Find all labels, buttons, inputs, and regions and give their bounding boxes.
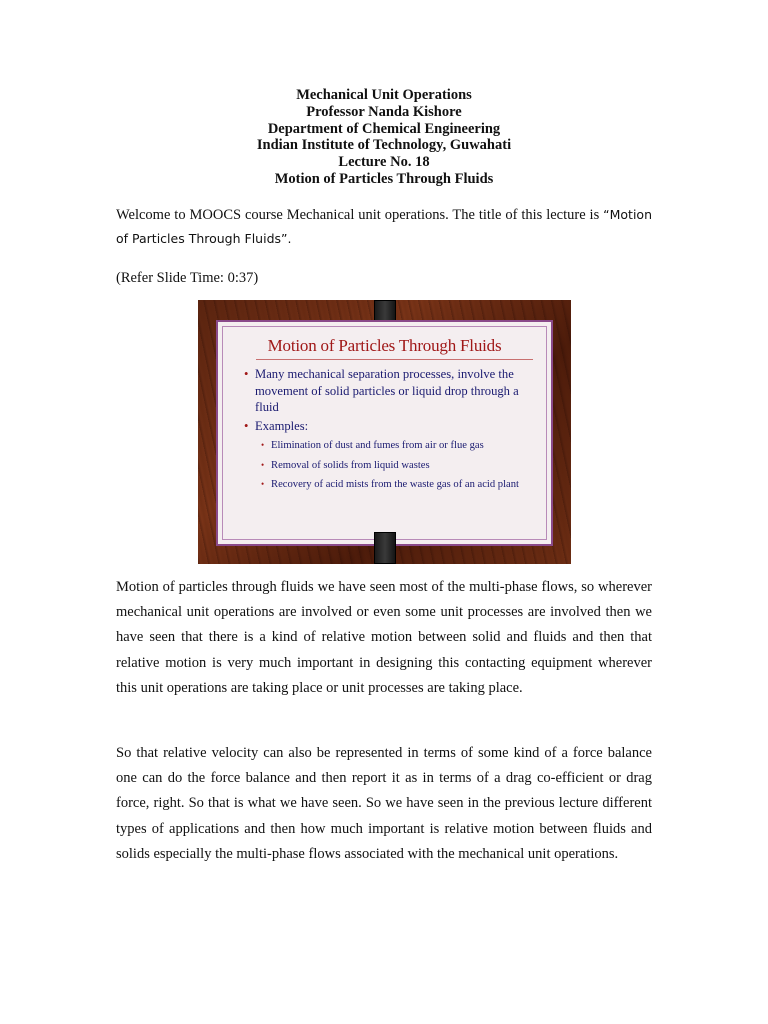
- body-paragraph-2: So that relative velocity can also be represented in terms of some kind of a force balance one can do the force balance and then report it as in terms of a drag co-efficient or drag force, right. So that is what we have seen. So we have seen in the previous lecture different types of applications and then how much important is relative motion between fluids and solids especially the multi-phase flows associated with the mechanical unit operations.: [116, 745, 652, 862]
- slide-sub-bullet-text: Elimination of dust and fumes from air or flue gas: [271, 440, 484, 451]
- bullet-dot-icon: •: [244, 367, 249, 381]
- slide-sub-bullet: [244, 477, 536, 493]
- department-name: Department of Chemical Engineering: [267, 120, 501, 137]
- lecture-header: [0, 87, 768, 188]
- intro-text: Welcome to MOOCS course Mechanical unit operations. The title of this lecture is: [116, 207, 600, 223]
- slide-title-rule: [256, 359, 533, 360]
- bullet-dot-icon: •: [261, 459, 265, 470]
- bullet-dot-icon: •: [244, 418, 249, 433]
- refer-slide-time: (Refer Slide Time: 0:37): [116, 270, 259, 286]
- professor-name: Professor Nanda Kishore: [306, 103, 462, 120]
- intro-quote: “Motion of Particles Through Fluids”.: [116, 207, 652, 246]
- lecture-title: Motion of Particles Through Fluids: [274, 170, 494, 187]
- slide-sub-bullet: [244, 458, 536, 474]
- body-paragraph-1: Motion of particles through fluids we have seen most of the multi-phase flows, so wherever mechanical unit operations are involved or even some unit processes are involved then we have seen that there is a kind of relative motion between solid and fluids and then that relative motion is very much important in designing this contacting equipment wherever this unit operations are taking place or unit processes are taking place.: [116, 579, 652, 696]
- bullet-dot-icon: •: [261, 479, 265, 489]
- slide-bullet: [244, 418, 536, 435]
- institute-name: Indian Institute of Technology, Guwahati: [256, 137, 512, 154]
- slide-bullet: [244, 366, 536, 416]
- slide-bullet-text: Examples:: [255, 418, 309, 433]
- slide-bullet-text: Many mechanical separation processes, involve the movement of solid particles or liquid drop through a fluid: [255, 367, 519, 414]
- course-title: Mechanical Unit Operations: [296, 87, 472, 103]
- slide-sub-bullet-text: Removal of solids from liquid wastes: [271, 459, 430, 471]
- bullet-dot-icon: •: [261, 440, 265, 450]
- slide-board: [216, 320, 553, 546]
- slide-sub-bullet-text: Recovery of acid mists from the waste gas of an acid plant: [271, 479, 519, 490]
- lecture-number: Lecture No. 18: [338, 154, 430, 171]
- intro-paragraph: [116, 203, 652, 251]
- slide-sub-bullet: [244, 438, 536, 454]
- slide-clip-bottom: [374, 532, 396, 564]
- slide-title: Motion of Particles Through Fluids: [267, 336, 502, 355]
- slide-bullet-list: [244, 366, 536, 493]
- slide-image: [198, 300, 571, 564]
